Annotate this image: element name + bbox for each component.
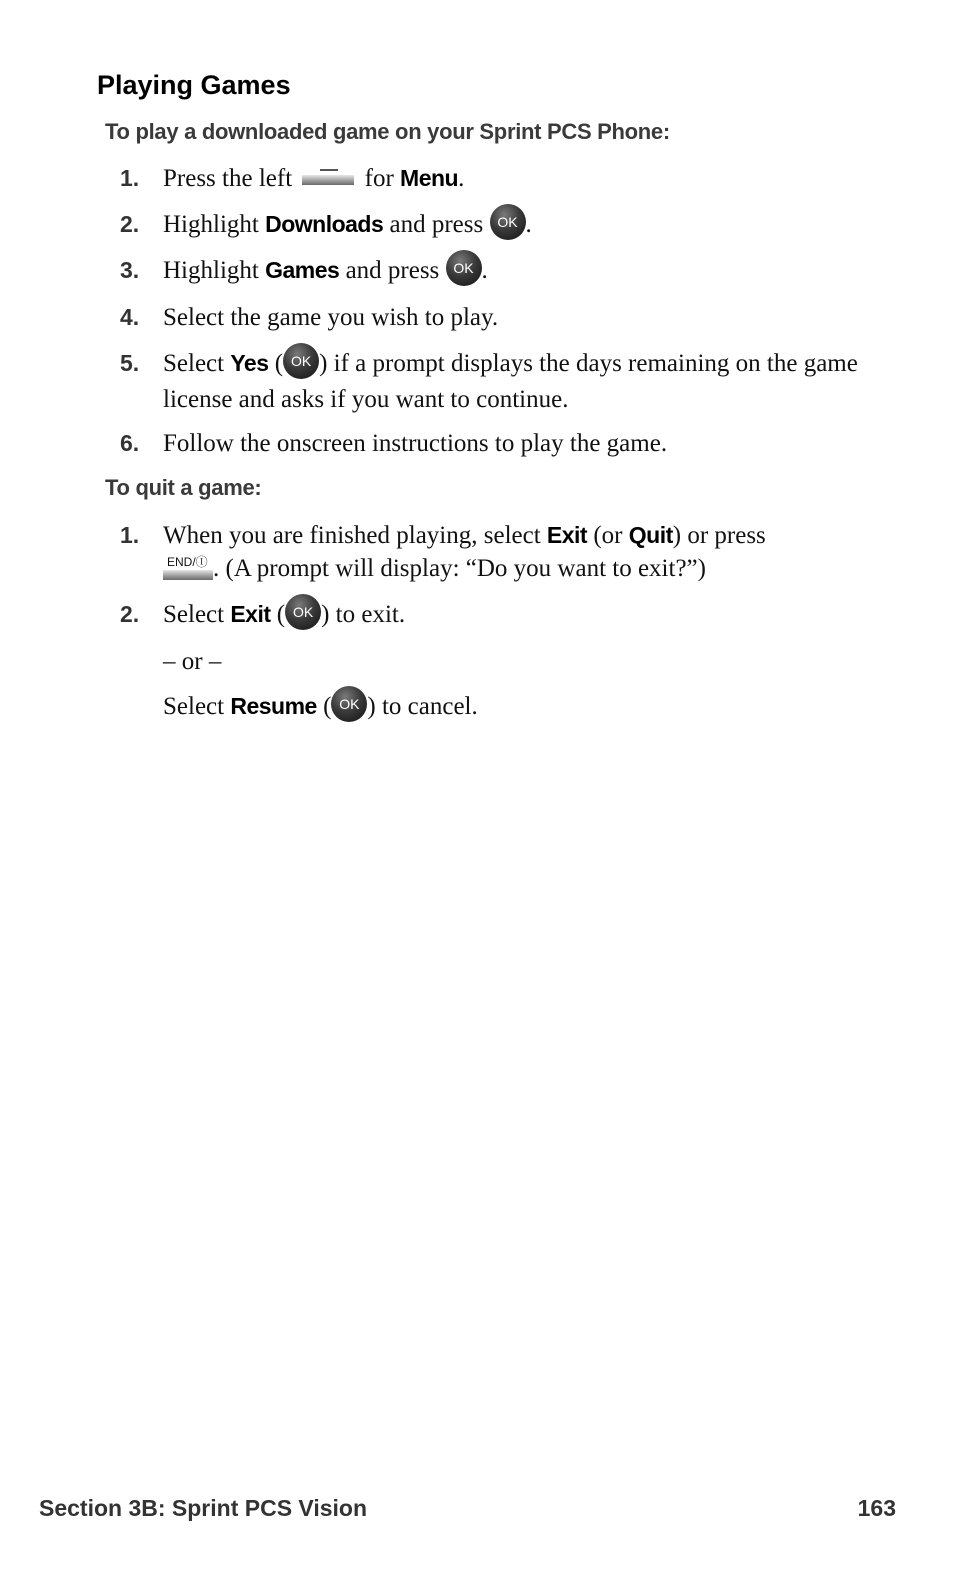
resume-keyword: Resume [230, 693, 317, 719]
step-number: 2. [120, 211, 140, 237]
yes-keyword: Yes [230, 350, 269, 376]
ok-key-icon: OK [331, 686, 367, 722]
left-softkey-icon [302, 169, 354, 187]
step-text: Highlight Downloads and press OK . [163, 208, 883, 244]
step-text: Select Exit ( OK ) to exit. [163, 598, 883, 634]
exit-keyword: Exit [546, 522, 588, 548]
step-number: 6. [120, 430, 140, 456]
menu-keyword: Menu [400, 165, 459, 191]
ok-key-icon: OK [446, 250, 482, 286]
step-text: Select the game you wish to play. [163, 304, 499, 331]
step-number: 1. [120, 522, 140, 548]
games-keyword: Games [265, 257, 340, 283]
step-text: Select Yes ( OK ) if a prompt displays the days remaining on the game license and asks if you want to continue. [163, 347, 883, 416]
ok-key-icon: OK [283, 343, 319, 379]
play-heading: To play a downloaded game on your Sprint PCS Phone: [105, 119, 670, 144]
quit-heading: To quit a game: [105, 475, 262, 500]
footer-page-number: 163 [857, 1495, 896, 1521]
step-number: 2. [120, 601, 140, 627]
resume-instruction: Select Resume ( OK ) to cancel. [163, 690, 478, 726]
page-title: Playing Games [97, 70, 291, 100]
step-text: Highlight Games and press OK . [163, 254, 883, 290]
step-number: 3. [120, 257, 140, 283]
step-text: Follow the onscreen instructions to play the game. [163, 430, 668, 457]
step-number: 1. [120, 165, 140, 191]
exit-keyword: Exit [230, 601, 271, 627]
ok-key-icon: OK [285, 594, 321, 630]
step-text: When you are finished playing, select Exit (or Quit) or press END/Ⓘ . (A prompt will display: “Do you want to exit?”) [163, 519, 883, 585]
or-separator: – or – [163, 648, 222, 675]
quit-keyword: Quit [628, 522, 673, 548]
end-key-icon: END/Ⓘ [163, 555, 213, 585]
step-number: 4. [120, 304, 140, 330]
footer-section: Section 3B: Sprint PCS Vision [39, 1495, 368, 1521]
downloads-keyword: Downloads [265, 211, 384, 237]
step-number: 5. [120, 350, 140, 376]
step-text: Press the left for Menu. [163, 165, 465, 192]
ok-key-icon: OK [490, 204, 526, 240]
